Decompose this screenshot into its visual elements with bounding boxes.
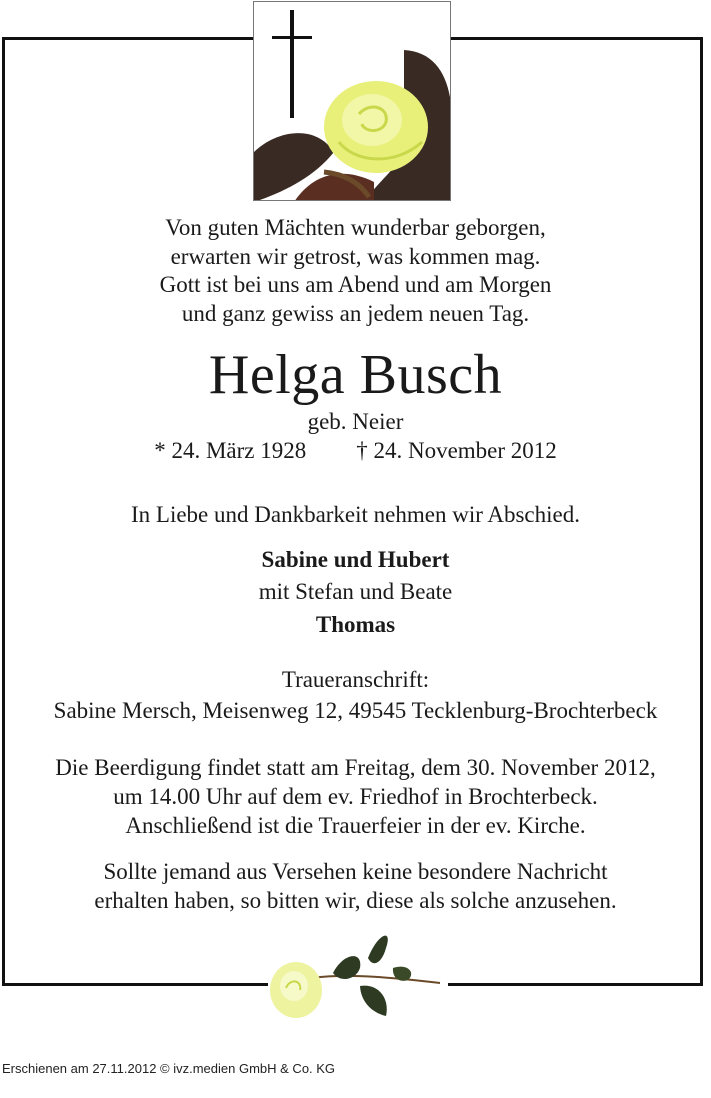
rose-stem	[313, 976, 440, 983]
funeral-info	[0, 753, 711, 840]
cross-vertical	[290, 10, 294, 118]
family-line-1: Sabine und Hubert	[261, 547, 450, 572]
rose-inner	[280, 971, 308, 1001]
maiden-name: geb. Neier	[307, 409, 404, 434]
leaf	[360, 986, 387, 1016]
birth-date: * 24. März 1928	[154, 438, 307, 463]
poem-line: und ganz gewiss an jedem neuen Tag.	[181, 300, 530, 326]
deceased-name: Helga Busch	[208, 344, 503, 406]
family-line-3: Thomas	[315, 612, 396, 637]
poem	[0, 214, 711, 328]
farewell-text: In Liebe und Dankbarkeit nehmen wir Abschied.	[130, 502, 580, 527]
leaf	[368, 936, 388, 964]
funeral-line: um 14.00 Uhr auf dem ev. Friedhof in Brochterbeck.	[113, 784, 598, 809]
family-line-2: mit Stefan und Beate	[258, 579, 453, 604]
mourning-address: Sabine Mersch, Meisenweg 12, 49545 Tecklenburg-Brochterbeck	[53, 698, 658, 723]
notice-note	[0, 857, 711, 915]
address-label: Traueranschrift:	[281, 667, 430, 692]
death-date: † 24. November 2012	[356, 438, 557, 463]
life-dates	[0, 436, 711, 466]
cross-rose-graphic	[254, 2, 451, 201]
note-line: Sollte jemand aus Versehen keine besondere Nachricht	[103, 859, 608, 884]
poem-line: erwarten wir getrost, was kommen mag.	[170, 243, 541, 269]
rose-inner	[342, 94, 402, 146]
rose-graphic	[268, 928, 448, 1024]
rose-image	[268, 928, 448, 1024]
funeral-line: Die Beerdigung findet statt am Freitag, dem 30. November 2012,	[55, 755, 656, 780]
cross-horizontal	[272, 36, 312, 39]
publication-footer: Erschienen am 27.11.2012 © ivz.medien GmbH & Co. KG	[2, 1061, 336, 1076]
funeral-line: Anschließend ist die Trauerfeier in der ev. Kirche.	[125, 813, 586, 838]
poem-line: Gott ist bei uns am Abend und am Morgen	[159, 272, 552, 297]
poem-line: Von guten Mächten wunderbar geborgen,	[165, 215, 546, 240]
note-line: erhalten haben, so bitten wir, diese als solche anzusehen.	[94, 888, 617, 913]
cross-rose-image	[253, 1, 451, 201]
